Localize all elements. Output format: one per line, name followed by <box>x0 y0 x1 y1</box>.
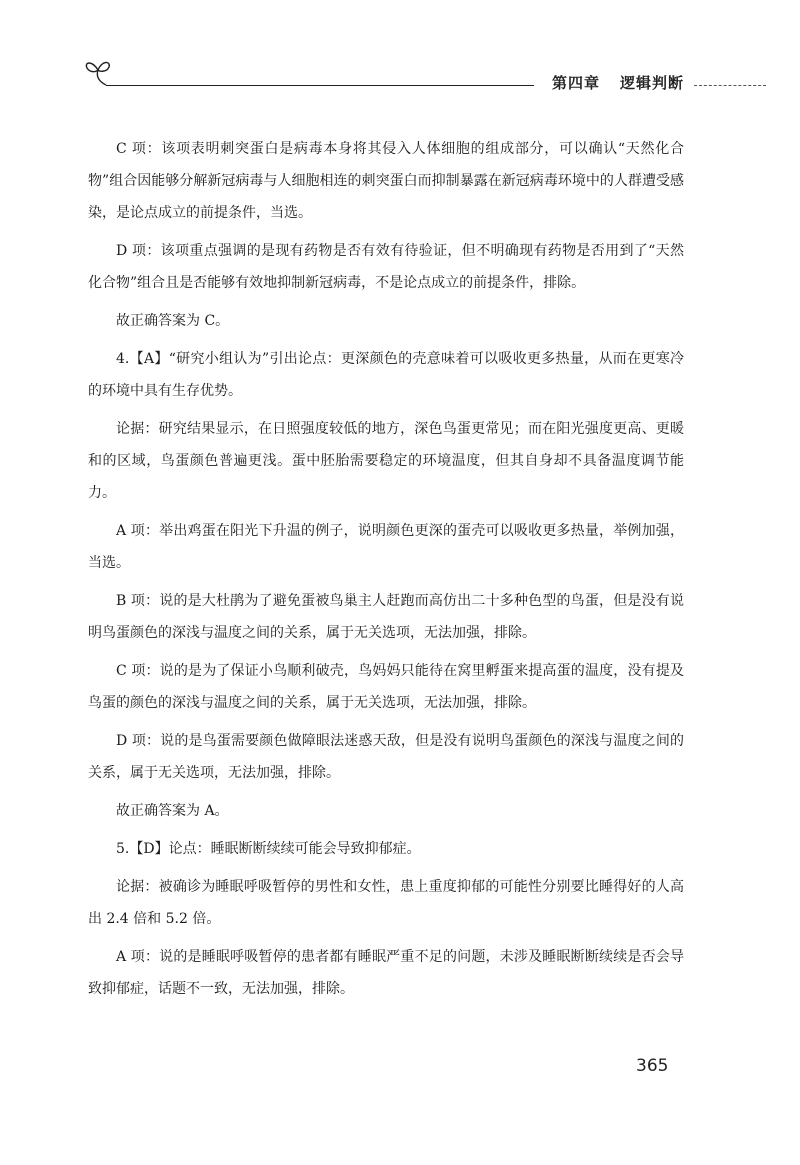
paragraph: 论据：被确诊为睡眠呼吸暂停的男性和女性，患上重度抑郁的可能性分别要比睡得好的人高出 2.4 倍和 5.2 倍。 <box>88 879 684 927</box>
paragraph: D 项：说的是鸟蛋需要颜色做障眼法迷惑天敌，但是没有说明鸟蛋颜色的深浅与温度之间的关系，属于无关选项，无法加强，排除。 <box>88 733 684 781</box>
header-rule-right <box>694 85 766 86</box>
chapter-title <box>552 72 684 93</box>
page-body <box>88 133 684 1011</box>
page-number: 365 <box>636 1056 669 1076</box>
section-title: 逻辑判断 <box>620 74 685 92</box>
paragraph: A 项：说的是睡眠呼吸暂停的患者都有睡眠严重不足的问题，未涉及睡眠断断续续是否会导致抑郁症，话题不一致，无法加强，排除。 <box>88 949 684 997</box>
paragraph: D 项：该项重点强调的是现有药物是否有效有待验证，但不明确现有药物是否用到了“天然化合物”组合且是否能够有效地抑制新冠病毒，不是论点成立的前提条件，排除。 <box>88 243 684 291</box>
paragraph: 5.【D】论点：睡眠断断续续可能会导致抑郁症。 <box>116 841 421 857</box>
paragraph: B 项：说的是大杜鹃为了避免蛋被鸟巢主人赶跑而高仿出二十多种色型的鸟蛋，但是没有说明鸟蛋颜色的深浅与温度之间的关系，属于无关选项，无法加强，排除。 <box>88 593 684 641</box>
sprout-icon <box>84 56 112 86</box>
paragraph: 论据：研究结果显示，在日照强度较低的地方，深色鸟蛋更常见；而在阳光强度更高、更暖和的区域，鸟蛋颜色普遍更浅。蛋中胚胎需要稳定的环境温度，但其自身却不具备温度调节能力。 <box>88 421 684 501</box>
paragraph: 故正确答案为 C。 <box>116 313 230 329</box>
paragraph: 4.【A】“研究小组认为”引出论点：更深颜色的壳意味着可以吸收更多热量，从而在更寒冷的环境中具有生存优势。 <box>88 351 684 399</box>
paragraph: C 项：说的是为了保证小鸟顺利破壳，鸟妈妈只能待在窝里孵蛋来提高蛋的温度，没有提及鸟蛋的颜色的深浅与温度之间的关系，属于无关选项，无法加强，排除。 <box>88 663 684 711</box>
header-rule-left <box>106 85 534 86</box>
page-header <box>0 0 800 110</box>
paragraph: C 项：该项表明刺突蛋白是病毒本身将其侵入人体细胞的组成部分，可以确认“天然化合物”组合因能够分解新冠病毒与人细胞相连的刺突蛋白而抑制暴露在新冠病毒环境中的人群遭受感染，是论点成立的前提条件，当选。 <box>88 141 684 221</box>
paragraph: 故正确答案为 A。 <box>116 803 229 819</box>
chapter-number: 第四章 <box>552 74 601 92</box>
paragraph: A 项：举出鸡蛋在阳光下升温的例子，说明颜色更深的蛋壳可以吸收更多热量，举例加强，当选。 <box>88 523 684 571</box>
